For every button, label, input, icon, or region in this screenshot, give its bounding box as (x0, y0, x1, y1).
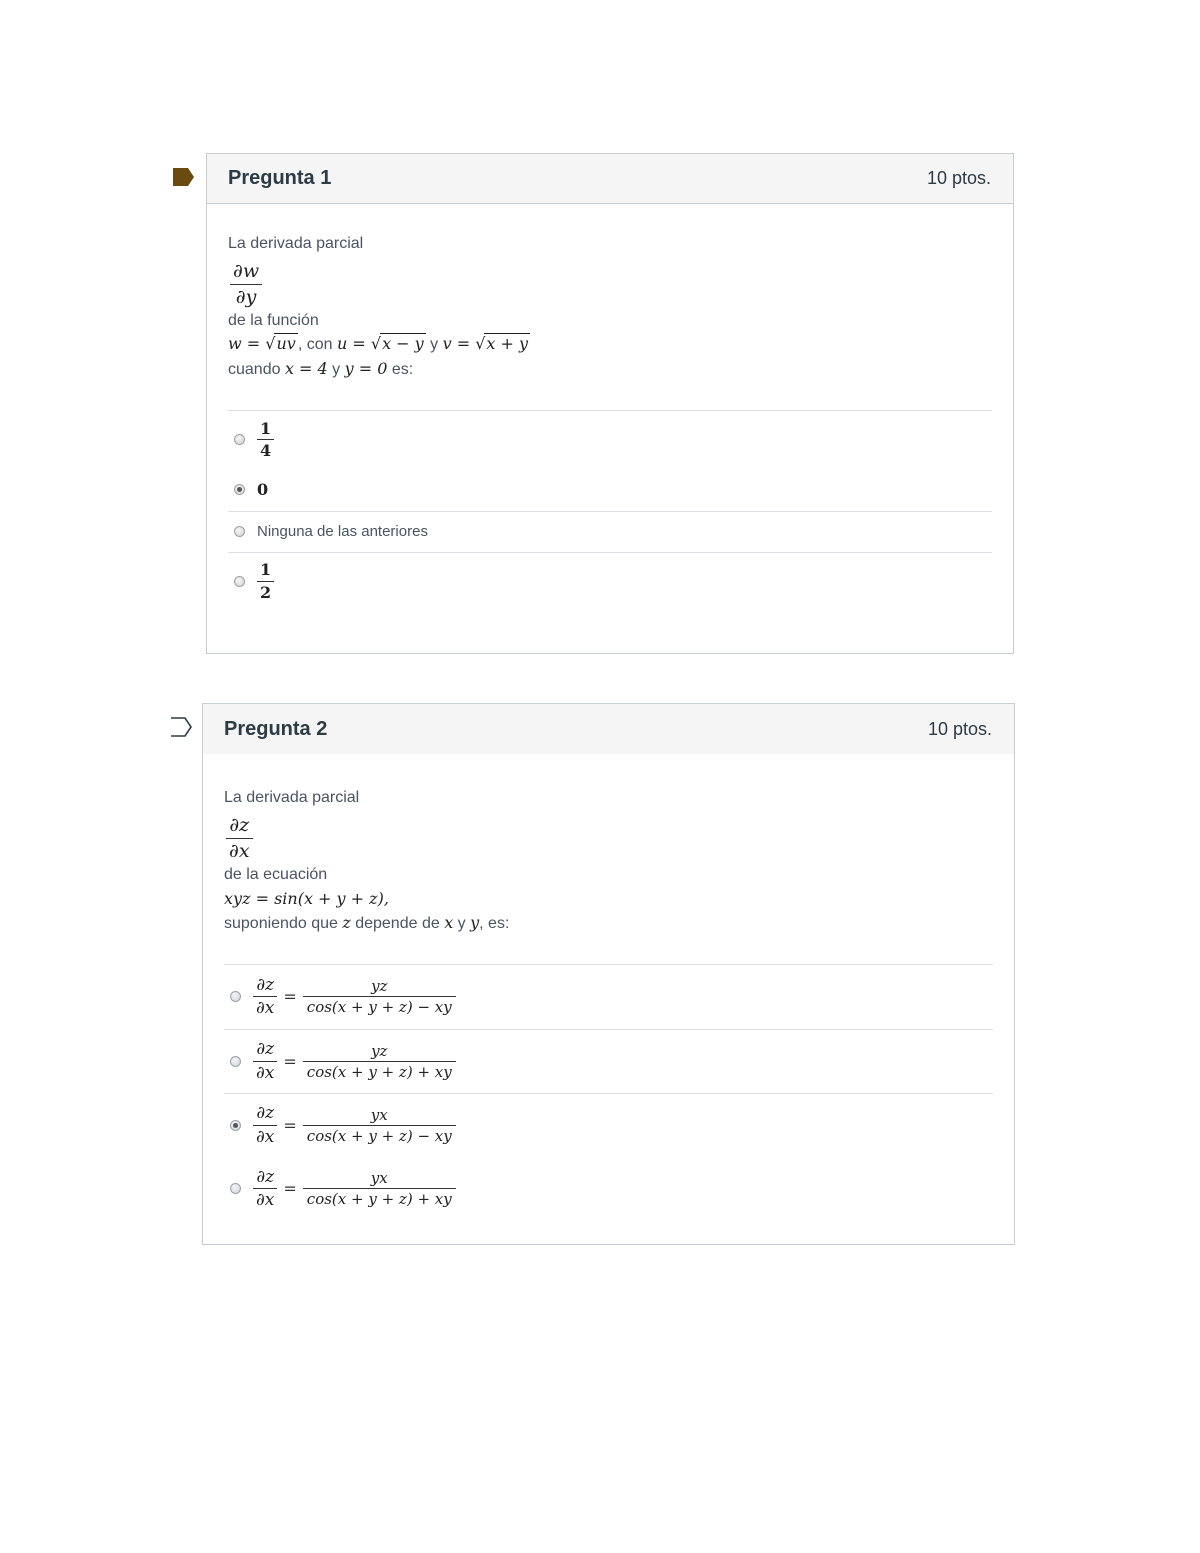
math-w: w = (228, 333, 266, 353)
question-text (224, 788, 993, 934)
answer-list (224, 964, 993, 1221)
question-intro: La derivada parcial (228, 235, 364, 252)
fraction-denominator: cos(x + y + z) + xy (306, 1062, 452, 1081)
text-es: es: (387, 360, 414, 378)
answer-option[interactable] (224, 965, 993, 1029)
text-con: , con (297, 335, 337, 353)
question-equation: xyz = sin(x + y + z), (224, 888, 389, 908)
question-title: Pregunta 2 (224, 717, 328, 740)
question-body (203, 754, 1014, 1221)
question-line-3: w = √uv , con u = √x − y y v = √x + y (228, 333, 529, 353)
sqrt-v: x + y (486, 333, 529, 353)
fraction-numerator: ∂z (256, 1103, 275, 1124)
answer-equation: $\frac{\partial z}{\partial x}$ = $\frac{yx}{\cos(x + y + z) + xy}$ (253, 1167, 456, 1211)
radio-button-checked[interactable] (230, 1120, 241, 1131)
question-points: 10 ptos. (926, 168, 991, 188)
question-intro: La derivada parcial (224, 789, 360, 806)
fraction-denominator: cos(x + y + z) − xy (306, 1126, 452, 1145)
text-es: , es: (479, 914, 510, 932)
text-y: y (327, 360, 345, 378)
question-header (207, 154, 1013, 204)
fraction-numerator: ∂z (256, 1039, 275, 1060)
fraction-denominator: ∂x (256, 998, 275, 1019)
derivative-fraction (230, 260, 992, 309)
text-depende: depende de (350, 914, 445, 932)
fraction-numerator: yz (371, 977, 388, 996)
answer-option[interactable] (224, 1029, 993, 1093)
answer-fraction (257, 560, 274, 601)
answer-option[interactable] (224, 1093, 993, 1157)
radio-button[interactable] (230, 1183, 241, 1194)
math-x4: x = 4 (284, 358, 328, 378)
fraction-denominator: 4 (260, 441, 272, 461)
question-header (203, 704, 1014, 754)
answer-option[interactable] (228, 469, 992, 511)
fraction-numerator: ∂z (256, 1166, 275, 1187)
sqrt-uv: uv (276, 333, 296, 353)
text-y: y (453, 914, 471, 932)
question-title: Pregunta 1 (228, 167, 332, 189)
math-u: u = (336, 333, 371, 353)
answer-fraction (257, 419, 274, 460)
fraction-denominator: 2 (260, 582, 272, 602)
question-body (207, 204, 1013, 610)
answer-equation: $\frac{\partial z}{\partial x}$ = $\frac{yx}{\cos(x + y + z) - xy}$ (253, 1103, 456, 1147)
radio-button[interactable] (234, 434, 245, 445)
fraction-denominator: ∂x (256, 1126, 275, 1147)
math-y: y (470, 912, 480, 932)
radio-button[interactable] (234, 526, 245, 537)
question-line-4 (228, 359, 992, 380)
answer-equation: $\frac{\partial z}{\partial x}$ = $\frac{yz}{\cos(x + y + z) - xy}$ (253, 975, 456, 1019)
derivative-fraction (226, 814, 993, 863)
text-y: y (425, 335, 443, 353)
answer-label: Ninguna de las anteriores (257, 523, 428, 541)
fraction-denominator: ∂x (256, 1062, 275, 1083)
flag-outline-icon[interactable] (170, 717, 193, 737)
fraction-denominator: ∂x (229, 839, 250, 862)
fraction-numerator: yx (370, 1169, 388, 1188)
fraction-numerator: ∂z (256, 974, 275, 995)
fraction-numerator: 1 (260, 560, 272, 580)
fraction-denominator: cos(x + y + z) − xy (306, 998, 452, 1017)
fraction-numerator: ∂z (229, 814, 250, 836)
question-line-4 (224, 913, 993, 934)
radio-button[interactable] (234, 576, 245, 587)
flag-filled-icon[interactable] (173, 168, 195, 186)
question-1 (206, 153, 1014, 654)
question-text (228, 234, 992, 380)
radio-button[interactable] (230, 1056, 241, 1067)
text-cuando: cuando (228, 360, 285, 378)
math-z: z (342, 912, 351, 932)
radio-button[interactable] (230, 991, 241, 1002)
fraction-denominator: ∂x (256, 1190, 275, 1211)
question-points: 10 ptos. (927, 718, 992, 739)
fraction-denominator: ∂y (235, 285, 257, 308)
fraction-numerator: yx (370, 1105, 388, 1124)
question-2 (202, 703, 1015, 1245)
sqrt-u: x − y (382, 333, 424, 353)
answer-label: 0 (257, 480, 269, 500)
fraction-numerator: ∂w (233, 260, 260, 282)
radio-button-checked[interactable] (234, 484, 245, 495)
math-y0: y = 0 (344, 358, 388, 378)
question-line-2: de la función (228, 311, 319, 329)
math-v: v = (442, 333, 476, 353)
math-x: x (444, 912, 454, 932)
text-suponiendo: suponiendo que (224, 914, 343, 932)
answer-option[interactable] (224, 1157, 993, 1221)
fraction-numerator: 1 (260, 418, 272, 438)
answer-option[interactable] (228, 511, 992, 552)
answer-equation: $\frac{\partial z}{\partial x}$ = $\frac{yz}{\cos(x + y + z) + xy}$ (253, 1039, 456, 1083)
answer-list (228, 410, 992, 610)
fraction-denominator: cos(x + y + z) + xy (306, 1190, 452, 1209)
answer-option[interactable] (228, 411, 992, 469)
question-line-2: de la ecuación (224, 865, 328, 883)
fraction-numerator: yz (371, 1041, 388, 1060)
answer-option[interactable] (228, 552, 992, 610)
